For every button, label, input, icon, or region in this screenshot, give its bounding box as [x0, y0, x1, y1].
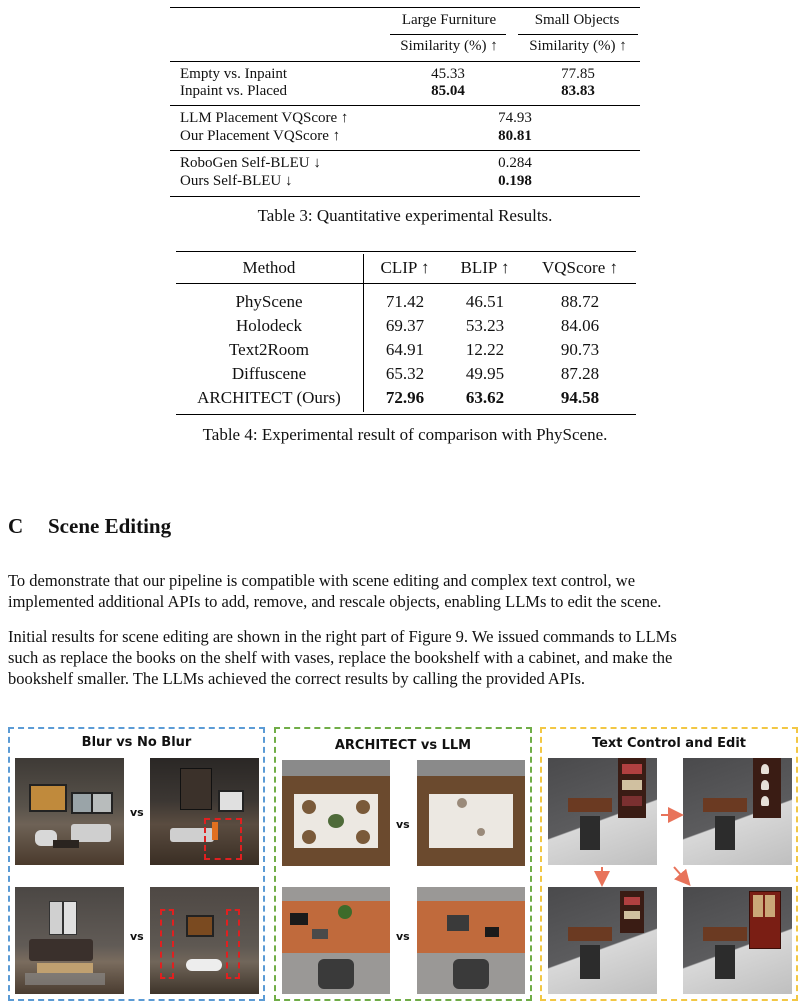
living-room-render: [15, 758, 124, 865]
subheader-small: Similarity (%) ↑: [529, 38, 627, 54]
clip-value: 69.37: [385, 316, 425, 335]
paragraph-line: implemented additional APIs to add, remove, and rescale objects, enabling LLMs to edit the scene.: [8, 592, 662, 611]
paragraph-line: such as replace the books on the shelf with vases, replace the bookshelf with a cabinet, and make the: [8, 648, 673, 667]
row-label: LLM Placement VQScore ↑: [180, 110, 349, 126]
vqscore-value: 87.28: [560, 364, 600, 383]
bedroom-render: [15, 887, 124, 994]
vqscore-value: 88.72: [560, 292, 600, 311]
section-number: C: [8, 514, 24, 538]
vqscore-value: 90.73: [560, 340, 600, 359]
row-value: 74.93: [498, 110, 532, 126]
dining-table-render: [282, 760, 390, 866]
method-name: Text2Room: [228, 340, 310, 359]
clip-value: 65.32: [385, 364, 425, 383]
vs-label: vs: [396, 930, 410, 943]
panel-title: ARCHITECT vs LLM: [334, 738, 472, 753]
table-3-caption: Table 3: Quantitative experimental Results.: [257, 206, 553, 225]
blip-value: 12.22: [465, 340, 505, 359]
row-value-best: 83.83: [561, 83, 595, 99]
blip-value-best: 63.62: [465, 388, 505, 407]
method-name: ARCHITECT (Ours): [197, 388, 341, 407]
edit-arrows: [540, 727, 798, 1001]
blip-value: 49.95: [465, 364, 505, 383]
subheader-large: Similarity (%) ↑: [400, 38, 498, 54]
row-value: 45.33: [431, 66, 465, 82]
header-small-objects: Small Objects: [534, 12, 620, 28]
desk-render: [417, 887, 525, 994]
dining-table-render: [417, 760, 525, 866]
row-value: 77.85: [561, 66, 595, 82]
row-label: RoboGen Self-BLEU ↓: [180, 155, 321, 171]
vqscore-value-best: 94.58: [560, 388, 600, 407]
row-label: Empty vs. Inpaint: [180, 66, 288, 82]
paragraph-line: To demonstrate that our pipeline is compatible with scene editing and complex text control, we: [8, 571, 636, 590]
blip-value: 53.23: [465, 316, 505, 335]
living-room-render: [150, 758, 259, 865]
row-value-best: 80.81: [498, 128, 532, 144]
header-large-furniture: Large Furniture: [401, 12, 497, 28]
paragraph-line: Initial results for scene editing are shown in the right part of Figure 9. We issued commands to LLMs: [8, 627, 677, 646]
row-label: Ours Self-BLEU ↓: [180, 173, 293, 189]
vqscore-value: 84.06: [560, 316, 600, 335]
section-title: Scene Editing: [48, 514, 172, 538]
clip-value: 64.91: [385, 340, 425, 359]
clip-value: 71.42: [385, 292, 425, 311]
table-4-caption: Table 4: Experimental result of comparison with PhyScene.: [202, 425, 608, 444]
vs-label: vs: [396, 818, 410, 831]
clip-value-best: 72.96: [385, 388, 425, 407]
desk-render: [282, 887, 390, 994]
arrow-diagonal: [674, 867, 688, 883]
header-vqscore: VQScore ↑: [541, 258, 618, 277]
vs-label: vs: [130, 806, 144, 819]
header-method: Method: [242, 258, 296, 277]
row-label: Our Placement VQScore ↑: [180, 128, 341, 144]
row-label: Inpaint vs. Placed: [180, 83, 288, 99]
header-clip: CLIP ↑: [380, 258, 430, 277]
row-value-best: 0.198: [498, 173, 532, 189]
row-value: 0.284: [498, 155, 532, 171]
vs-label: vs: [130, 930, 144, 943]
panel-title: Blur vs No Blur: [81, 735, 192, 750]
header-blip: BLIP ↑: [460, 258, 510, 277]
method-name: Holodeck: [235, 316, 303, 335]
paragraph-line: bookshelf smaller. The LLMs achieved the correct results by calling the provided APIs.: [8, 669, 586, 688]
bedroom-render: [150, 887, 259, 994]
row-value-best: 85.04: [431, 83, 465, 99]
panel-title: Text Control and Edit: [591, 736, 747, 751]
blip-value: 46.51: [465, 292, 505, 311]
method-name: Diffuscene: [231, 364, 307, 383]
method-name: PhyScene: [235, 292, 303, 311]
